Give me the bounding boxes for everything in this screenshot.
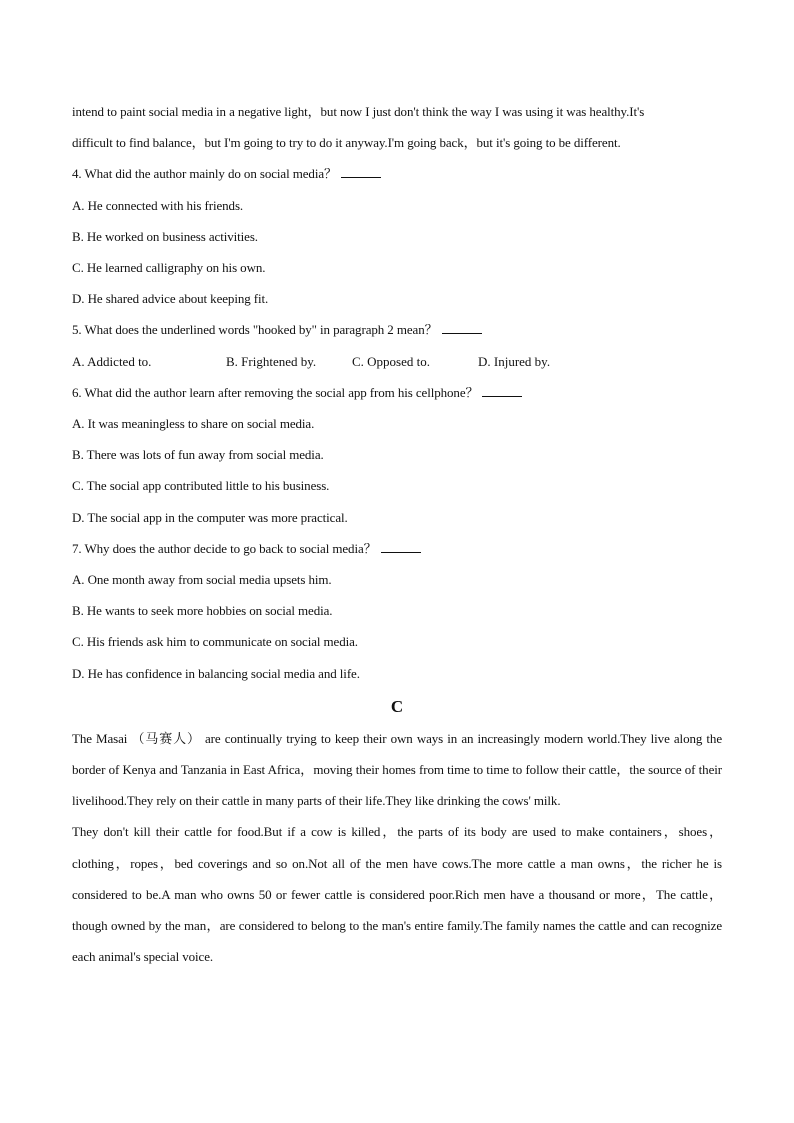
- option-b: B. Frightened by.: [226, 353, 317, 369]
- option-a: A. It was meaningless to share on social media.: [72, 416, 315, 432]
- option-c: C. His friends ask him to communicate on social media.: [72, 634, 358, 650]
- passage-line: difficult to find balance，but I'm going to try to do it anyway.I'm going back，but it's going to be different.: [72, 135, 621, 151]
- option-d: D. Injured by.: [478, 353, 551, 369]
- question-text: 4. What did the author mainly do on social media？: [72, 166, 337, 182]
- question-text: 7. Why does the author decide to go back to social media？: [72, 540, 377, 556]
- section-heading: C: [390, 696, 404, 716]
- option-c: C. The social app contributed little to his business.: [72, 478, 330, 494]
- option-d: D. He has confidence in balancing social media and life.: [72, 665, 360, 681]
- option-c: C. He learned calligraphy on his own.: [72, 260, 266, 276]
- option-a: A. Addicted to.: [72, 353, 152, 369]
- option-b: B. He wants to seek more hobbies on social media.: [72, 603, 333, 619]
- option-d: D. He shared advice about keeping fit.: [72, 291, 269, 307]
- answer-blank: [341, 166, 381, 178]
- answer-blank: [442, 322, 482, 334]
- question-text: 6. What did the author learn after removing the social app from his cellphone？: [72, 384, 479, 400]
- question-text: 5. What does the underlined words "hooked by" in paragraph 2 mean？: [72, 322, 438, 338]
- option-d: D. The social app in the computer was more practical.: [72, 509, 348, 525]
- option-a: A. One month away from social media upsets him.: [72, 572, 332, 588]
- answer-blank: [482, 385, 522, 397]
- option-b: B. He worked on business activities.: [72, 228, 258, 244]
- question-6-stem: [72, 377, 722, 408]
- answer-blank: [381, 541, 421, 553]
- options-row: [72, 346, 722, 377]
- question-7-stem: [72, 533, 722, 564]
- passage-line: intend to paint social media in a negative light，but now I just don't think the way I was using it was healthy.It's: [72, 104, 645, 119]
- option-b: B. There was lots of fun away from social media.: [72, 447, 324, 463]
- question-4-stem: [72, 158, 722, 189]
- passage-paragraph: The Masai （马赛人） are continually trying to keep their own ways in an increasingly modern world.They live along the border of Kenya and Tanzania in East Africa，moving their homes from time to time to follow their cattle，the source of their livelihood.They rely on their cattle in many parts of their life.They like drinking the cows' milk.: [72, 730, 722, 809]
- passage-paragraph: They don't kill their cattle for food.But if a cow is killed，the parts of its body are used to make containers，shoes，clothing，ropes，bed coverings and so on.Not all of the men have cows.The more cattle a man owns，the richer he is considered to be.A man who owns 50 or fewer cattle is considered poor.Rich men have a thousand or more，The cattle，though owned by the man，are considered to belong to the man's entire family.The family names the cattle and can recognize each animal's special voice.: [72, 824, 722, 965]
- question-5-stem: [72, 314, 722, 345]
- document-page: [72, 96, 722, 972]
- option-c: C. Opposed to.: [352, 353, 430, 369]
- option-a: A. He connected with his friends.: [72, 197, 244, 213]
